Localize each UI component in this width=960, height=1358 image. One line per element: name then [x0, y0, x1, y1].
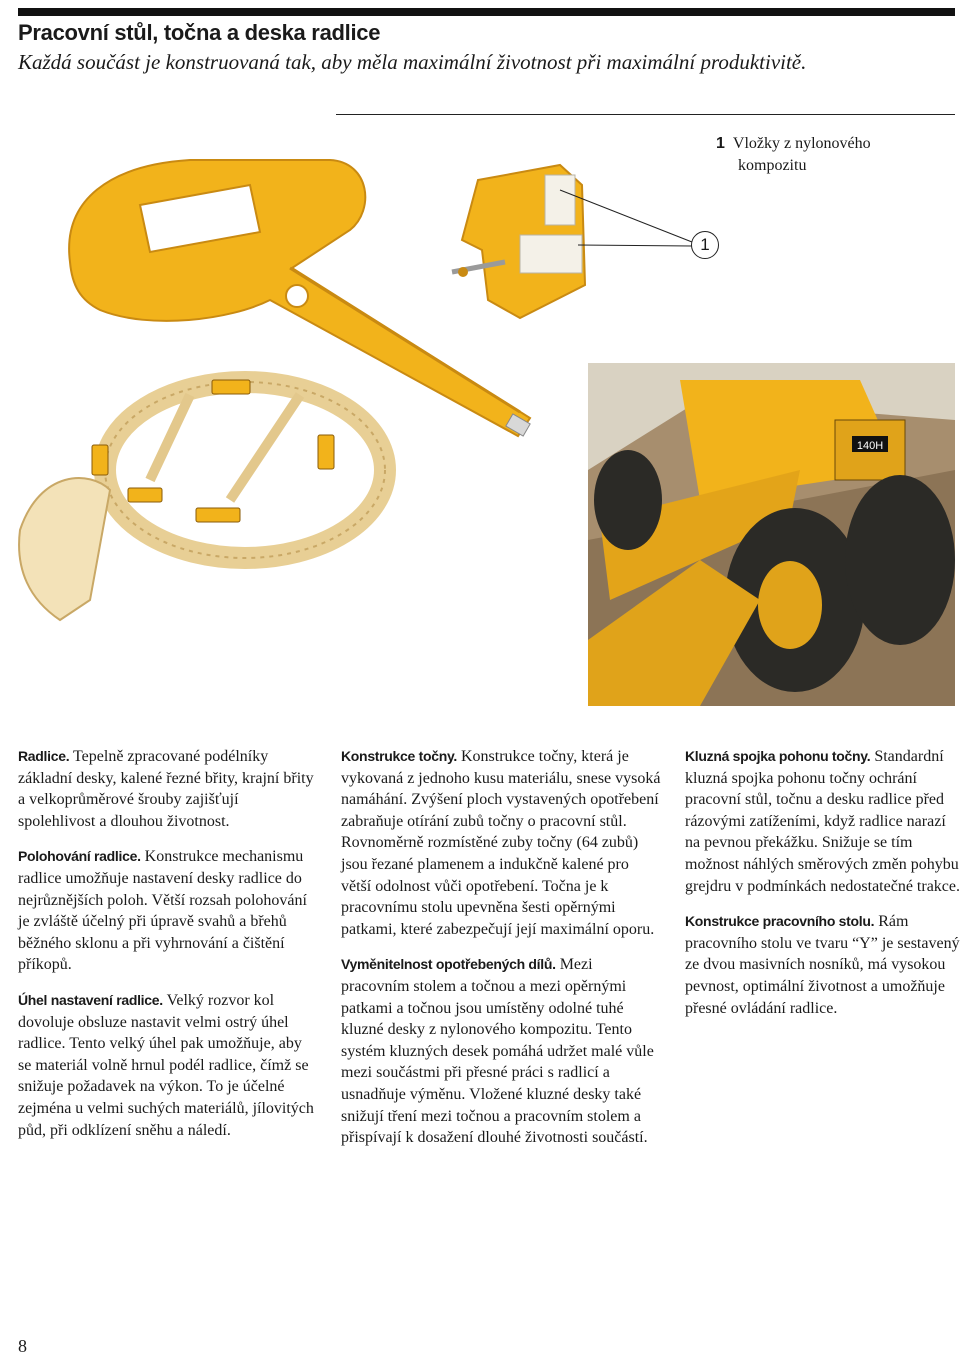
text-column-3	[685, 746, 960, 1033]
circle-illustration	[19, 380, 385, 620]
text-column-2	[341, 746, 661, 1163]
callout-label	[716, 133, 871, 177]
page-title: Pracovní stůl, točna a deska radlice	[18, 20, 381, 45]
paragraph-lead: Kluzná spojka pohonu točny.	[685, 748, 871, 764]
paragraph-body: Konstrukce mechanismu radlice umožňuje nastavení desky radlice do nejrůznějších poloh. Větší rozsah polohování je zvláště účelný při úpravě svahů a břehů běžného sklonu a při vyhrnování a čištění příkopů.	[18, 848, 307, 974]
paragraph-body: Standardní kluzná spojka pohonu točny ochrání pracovní stůl, točnu a desku radlice před rázovými zatíženími, když radlice narazí na pevnou překážku. Snižuje se tím možnost náhlých směrových změn pohybu grejdru v podmínkách nedostatečné trakce.	[685, 748, 960, 895]
callout-label-line1: Vložky z nylonového	[732, 135, 871, 152]
paragraph-lead: Radlice.	[18, 748, 70, 764]
paragraph-lead: Polohování radlice.	[18, 848, 141, 865]
callout-label-line2: kompozitu	[738, 157, 807, 174]
paragraph	[685, 911, 960, 1019]
paragraph	[18, 846, 318, 976]
paragraph	[18, 746, 318, 832]
callout-marker: 1	[691, 231, 719, 259]
paragraph-lead: Konstrukce pracovního stolu.	[685, 913, 875, 930]
paragraph	[341, 954, 661, 1148]
paragraph-lead: Úhel nastavení radlice.	[18, 991, 163, 1008]
paragraph	[685, 746, 960, 897]
text-column-1	[18, 746, 318, 1155]
paragraph-body: Velký rozvor kol dovoluje obsluze nastavit velmi ostrý úhel radlice. Tento velký úhel pak umožňuje, aby se materiál volně hrnul podél radlice, čímž se snižuje požadavek na výkon. To je účelné zejména u velmi suchých materiálů, jílovitých půd, při odklízení sněhu a náledí.	[18, 991, 314, 1139]
machine-badge: 140H	[856, 440, 884, 452]
paragraph-body: Rám pracovního stolu ve tvaru “Y” je sestavený ze dvou masivních nosníků, má vysokou pevnost, optimální životnost a umožňuje přesné ovládání radlice.	[685, 913, 960, 1017]
paragraph-body: Mezi pracovním stolem a točnou a mezi opěrnými patkami a točnou jsou umístěny odolné tuhé kluzné desky z nylonového kompozitu. Tento systém kluzných desek pomáhá udržet malé vůle mezi součástmi při přesné práci s radlicí a usnadňuje výměnu. Vložené kluzné desky také snižují tření mezi točnou a pracovním stolem a přispívají k dosažení dlouhé životnosti součástí.	[341, 956, 654, 1147]
page-number: 8	[18, 1336, 27, 1356]
callout-number: 1	[716, 135, 725, 152]
paragraph-body: Tepelně zpracované podélníky základní desky, kalené řezné břity, krajní břity a velkoprůměrové šrouby zajišťují spolehlivost a dlouhou životnost.	[18, 748, 314, 830]
paragraph	[341, 746, 661, 940]
motor-grader-photo	[588, 363, 955, 706]
wear-insert-bracket-illustration	[452, 165, 692, 318]
paragraph-body: Konstrukce točny, která je vykovaná z jednoho kusu materiálu, snese vysoká namáhání. Zvýšení ploch vystavených opotřebení zabraňuje otírání zubů točny o pracovní stůl. Rovnoměrně rozmístěné zuby točny (64 zubů) jsou řezané plamenem a indukčně kalené pro větší odolnost vůči opotřebení. Točna je k pracovnímu stolu upevněna šesti opěrnými patkami, které zabezpečují její maximální oporu.	[341, 748, 661, 938]
page-subtitle: Každá součást je konstruovaná tak, aby měla maximální životnost při maximální produktivitě.	[18, 50, 807, 74]
paragraph-lead: Vyměnitelnost opotřebených dílů.	[341, 956, 556, 973]
paragraph	[18, 990, 318, 1141]
paragraph-lead: Konstrukce točny.	[341, 748, 457, 764]
